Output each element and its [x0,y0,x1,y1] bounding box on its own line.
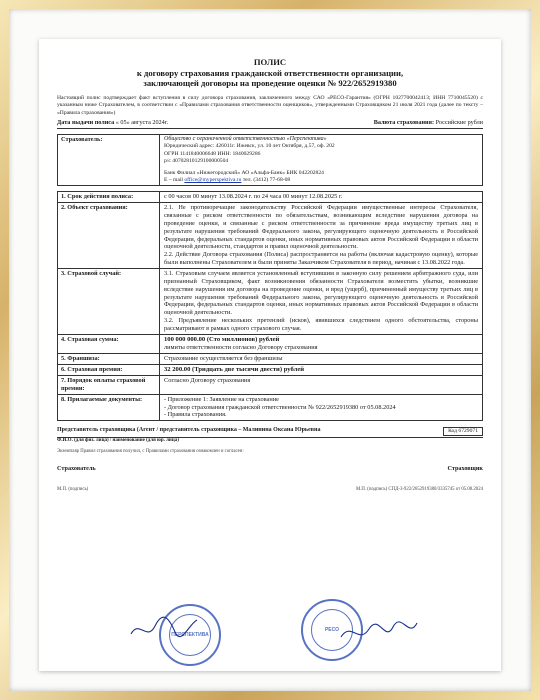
section-value-text: лимиты ответственности согласно Договору страхования [164,344,318,352]
insured-ids: ОГРН 1141840006648 ИНН: 1840029286 [164,150,261,157]
section-value [160,376,482,394]
policy-sections-table [57,191,483,421]
policy-section-row [58,202,482,268]
section-value-text: 3.1. Страховым случаем является установленный вступившим в законную силу решением арбитражного суда, или признанный Страховщиком, факт возникновения обязанности Страхователя возместить убытки, возникшие вследствие нарушения им договора на проведение оценки, и вред (ущерб), причиненный имуществу третьих лиц в результате нарушения требований Федерального закона, регулирующего оценочную деятельность в Российской Федерации, федеральных стандартов оценки, иных нормативных правовых актов Российской Федерации в области оценочной деятельности. 3.2. Предъявление нескольких претензий (исков), явившихся следствием одного обстоятельства, стороны рассматривают в рамках одного страхового случая. [164,269,478,332]
section-value [160,365,482,375]
section-value [160,269,482,334]
email-label: E – mail [164,177,183,184]
rules-acknowledgement-note: Экземпляр Правил страхования получил, с Правилами страхования ознакомлен и согласен: [57,448,244,454]
representative-sublabel: Ф.И.О. (для физ. лица) / наименование (для юр. лица) [57,438,179,444]
section-value [160,203,482,268]
representative-name: Малинина Оксана Юрьевна [242,427,321,434]
section-value-text: Страхование осуществляется без франшизы [164,354,283,362]
section-label: 1. Срок действия полиса: [58,192,160,202]
section-value-bold: 100 000 000.00 (Сто миллионов) рублей [164,335,280,343]
representative-block [57,427,483,492]
insured-name: Общество с ограниченной ответственностью «Перспектива» [164,135,327,142]
title-line-1: ПОЛИС [253,57,287,67]
section-label: 4. Страховая сумма: [58,335,160,353]
section-label: 5. Франшиза: [58,354,160,364]
policy-section-row [58,334,482,353]
section-value-text: 2.1. Не противоречащие законодательству Российской Федерации имущественные интересы Страхователя, связанные с риском ответственности по обязательствам, возникающим вследствие нарушения договора на проведение оценки, и связанные с риском ответственности за причинение вреда имуществу третьих лиц в результате нарушения требований Федерального закона, регулирующего оценочную деятельность в Российской Федерации, федеральных стандартов оценки, иных нормативных правовых актов Российской Федерации в области оценочной деятельности, стандартов и правил оценочной деятельности. 2.2. Действие Договора страхования (Полиса) распространяется на работы (включая кадастровую оценку), которые были выполнены Страхователем и были приняты Заказчиком Страхователя в период, начиная с 13.08.2022 года. [164,204,478,267]
insured-phone: тел. (3412) 77-68-08 [242,177,291,184]
insurer-stamp-text: РЕСО [324,626,340,633]
insurer-signature [339,619,419,647]
policy-section-row [58,364,482,375]
policy-section-row [58,192,482,202]
section-value [160,354,482,364]
section-label: 7. Порядок оплаты страховой премии: [58,376,160,394]
agent-code: Код 6729071 [443,427,483,436]
representative-label: Представитель страховщика (Агент / представитель страховщика – [57,427,242,434]
intro-paragraph: Настоящий полис подтверждает факт вступления в силу договора страхования, заключенного между САО «РЕСО-Гарантия» (ОГРН 1027700042413; ИНН 7710045520) с указанным ниже Страхователем, в соответствии с «Правилами страхования ответственности оценщиков», утвержденными Страховщиком 21 июля 2021 года (далее по тексту – «Правила страхования») [57,95,483,116]
frame-mat [9,9,531,691]
policy-section-row [58,268,482,334]
policy-section-row [58,375,482,394]
insured-bank: Банк Филиал «Нижегородский» АО «Альфа-Банк» БИК 042202824 [164,169,324,176]
section-label: 2. Объект страхования: [58,203,160,268]
policy-section-row [58,394,482,421]
insured-signature-label: Страхователь [57,464,96,472]
insured-label: Страхователь: [58,135,160,185]
issue-date-line [57,119,483,129]
section-value [160,192,482,202]
insured-email-link[interactable]: office@myperspektiva.ru [184,177,242,184]
insured-signature [129,614,199,644]
document-reference: СПД-3-922/2652919380/3335745 от 05.08.2024 [388,486,483,492]
section-value [160,335,482,353]
insured-address: Юридический адрес: 426011г. Ижевск, ул. 10 лет Октября, д.57, оф. 202 [164,143,335,150]
section-label: 3. Страховой случай: [58,269,160,334]
section-value [160,395,482,421]
insured-stamp-text: ПЕРСПЕКТИВА [171,631,209,638]
issue-date-value: « 05» августа 2024г. [115,119,169,126]
insurer-signature-sub: М.П. (подпись) [355,486,388,492]
section-value-bold: 32 200.00 (Тридцать две тысячи двести) рублей [164,365,305,373]
insured-signature-sub: М.П. (подпись) [57,486,89,492]
issue-date-label: Дата выдачи полиса [57,119,115,126]
insured-box [57,134,483,186]
insurance-policy-document [39,39,501,671]
section-value-text: - Приложение 1: Заявление на страхование - Договор страхования гражданской ответственности № 922/2652919380 от 05.08.2024 - Правила страхования. [164,395,396,419]
section-label: 6. Страховая премия: [58,365,160,375]
section-value-text: с 00 часов 00 минут 13.08.2024 г. по 24 часа 00 минут 12.08.2025 г. [164,193,343,201]
insurer-signature-label: Страховщик [447,464,483,472]
insured-account: р/с 40702810129100000504 [164,157,229,164]
currency-label: Валюта страхования: [373,119,435,126]
section-value-text: Согласно Договору страхования [164,377,251,384]
title-line-2: к договору страхования гражданской ответственности организации, [136,67,404,78]
policy-title [57,57,483,89]
section-label: 8. Прилагаемые документы: [58,395,160,421]
title-line-3: заключающей договоры на проведение оценки № 922/2652919380 [143,78,397,89]
policy-section-row [58,353,482,364]
currency-value: Российские рубли [435,119,483,126]
